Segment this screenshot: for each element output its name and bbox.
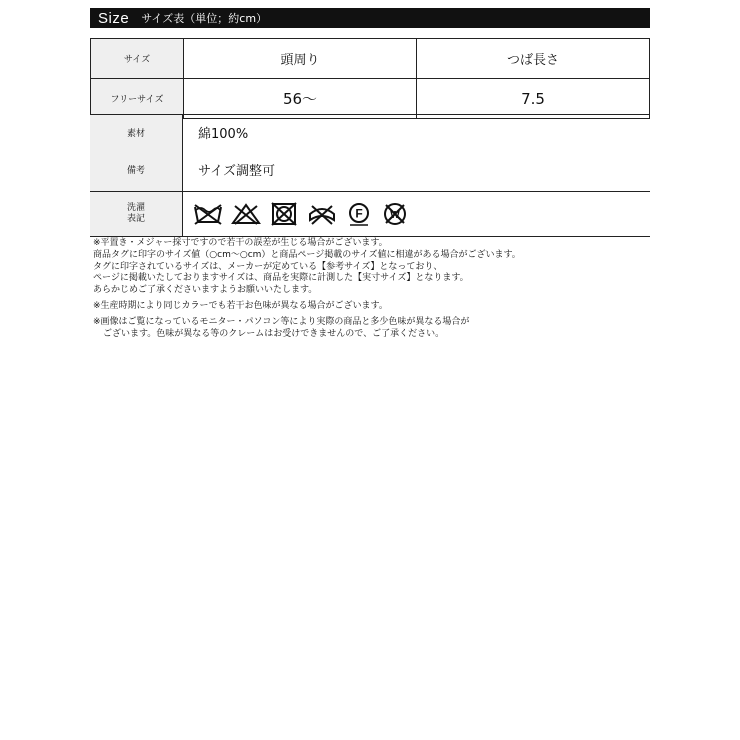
note-line: あらかじめご了承くださいますようお願いいたします。 [93, 285, 318, 296]
care-icon-list [193, 202, 649, 226]
note-line: ※平置き・メジャー採寸ですので若干の誤差が生じる場合がございます。 [93, 238, 388, 248]
note-line: タグに印字されているサイズは、メーカーが定めている【参考サイズ】となっており、 [93, 261, 443, 272]
size-table [90, 38, 650, 119]
brim-length-header: つば長さ [417, 39, 650, 79]
svg-text:W: W [390, 210, 400, 221]
size-heading: Size [98, 9, 130, 27]
no-bleach-icon [231, 202, 261, 226]
note-line: ※画像はご覧になっているモニター・パソコン等により実際の商品と多少色味が異なる場合が [93, 316, 470, 327]
svg-text:F: F [355, 206, 363, 221]
product-info-table [90, 114, 650, 237]
size-table-row [91, 79, 650, 119]
size-unit-note: サイズ表（単位；約cm） [141, 12, 268, 25]
head-circumference-header: 頭周り [184, 39, 417, 79]
note-line: 商品タグに印字のサイズ値（○cm〜○cm）と商品ページ掲載のサイズ値に相違がある場合がございます。 [93, 249, 521, 260]
notes-value: サイズ調整可 [198, 164, 275, 179]
size-header-bar [90, 8, 650, 28]
material-notes-row [90, 115, 650, 192]
care-symbols [183, 192, 651, 237]
free-size-label: フリーサイズ [91, 79, 184, 119]
care-label-line1: 洗濯 [126, 203, 145, 213]
note-line: ※生産時期により同じカラーでも若干お色味が異なる場合がございます。 [93, 300, 388, 311]
size-table-header-row [91, 39, 650, 79]
material-value: 綿100% [198, 127, 249, 142]
material-notes-values [183, 115, 651, 192]
brim-length-value: 7.5 [417, 79, 650, 119]
no-wash-icon [193, 202, 223, 226]
note-line: ございます。色味が異なる等のクレームはお受けできませんので、ご了承ください。 [103, 328, 445, 339]
no-wring-icon [307, 202, 337, 226]
material-label: 素材 [126, 129, 145, 139]
head-circumference-value: 56〜 [184, 79, 417, 119]
size-notes [93, 238, 653, 340]
material-notes-labels [90, 115, 183, 192]
care-label-row [90, 192, 650, 237]
no-tumble-dry-icon [269, 202, 299, 226]
note-line: ページに掲載いたしておりますサイズは、商品を実際に計測した【実寸サイズ】となります。 [93, 273, 469, 284]
notes-label: 備考 [126, 166, 145, 176]
care-label [90, 192, 183, 237]
dry-clean-f-icon [345, 202, 373, 226]
no-iron-icon [381, 202, 409, 226]
size-column-header: サイズ [91, 39, 184, 79]
care-label-line2: 表記 [126, 214, 145, 224]
